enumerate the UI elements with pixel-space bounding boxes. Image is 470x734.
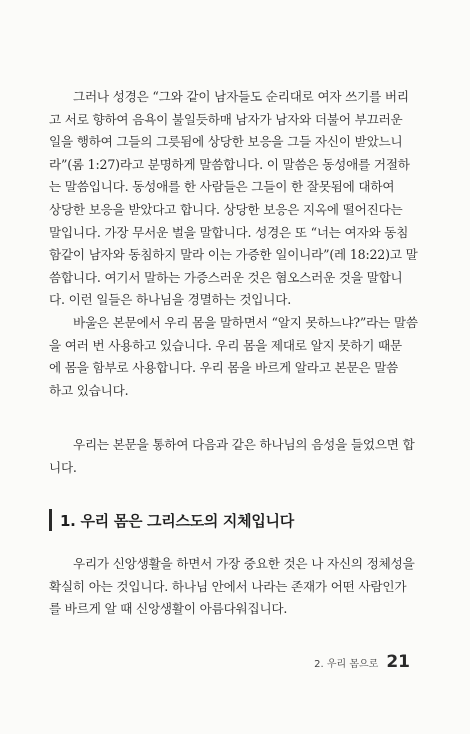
section-heading — [49, 505, 421, 535]
text-line: 씀합니다. 여기서 말하는 가증스러운 것은 혐오스러운 것을 말합니 — [49, 269, 403, 285]
text-line: 을 여러 번 사용하고 있습니다. 우리 몸을 제대로 알지 못하기 때문 — [49, 337, 402, 353]
paragraph-4 — [49, 553, 415, 621]
page-footer — [314, 652, 410, 672]
section-title: 1. 우리 몸은 그리스도의 지체입니다 — [60, 511, 294, 530]
body-text-middle — [49, 434, 415, 479]
text-line: 에 몸을 함부로 사용합니다. 우리 몸을 바르게 알라고 본문은 말씀 — [49, 360, 399, 376]
text-line: 니다. — [49, 459, 77, 475]
text-line: 함같이 남자와 동침하지 말라 이는 가증한 일이니라”(레 18:22)고 말 — [49, 247, 418, 263]
text-line: 바울은 본문에서 우리 몸을 말하면서 “알지 못하느냐?”라는 말씀 — [73, 314, 418, 330]
text-line: 하고 있습니다. — [49, 382, 129, 398]
text-line: 는 말씀입니다. 동성애를 한 사람들은 그들이 한 잘못됨에 대하여 — [49, 179, 395, 195]
text-line: 라”(롬 1:27)라고 분명하게 말씀합니다. 이 말씀은 동성애를 거절하 — [49, 156, 410, 172]
running-title: 2. 우리 몸으로 — [314, 659, 379, 670]
text-line: 확실히 아는 것입니다. 하나님 안에서 나라는 존재가 어떤 사람인가 — [49, 578, 407, 594]
body-text-bottom — [49, 553, 415, 621]
heading-bar — [49, 509, 52, 531]
text-line: 우리는 본문을 통하여 다음과 같은 하나님의 음성을 들었으면 합 — [73, 437, 415, 452]
paragraph-3 — [49, 434, 415, 479]
text-line: 우리가 신앙생활을 하면서 가장 중요한 것은 나 자신의 정체성을 — [73, 556, 415, 571]
text-line: 를 바르게 알 때 신앙생활이 아름다워집니다. — [49, 601, 288, 617]
text-line: 상당한 보응을 받았다고 합니다. 상당한 보응은 지옥에 떨어진다는 — [49, 201, 403, 217]
page-number: 21 — [386, 652, 410, 672]
paragraph-1 — [49, 86, 418, 312]
body-text-top — [49, 86, 418, 402]
text-line: 고 서로 향하여 음욕이 불일듯하매 남자가 남자와 더불어 부끄러운 — [49, 111, 403, 127]
text-line: 다. 이런 일들은 하나님을 경멸하는 것입니다. — [49, 292, 292, 308]
paragraph-2 — [49, 312, 418, 402]
text-line: 말입니다. 가장 무서운 벌을 말합니다. 성경은 또 “너는 여자와 동침 — [49, 224, 409, 240]
text-line: 그러나 성경은 “그와 같이 남자들도 순리대로 여자 쓰기를 버리 — [73, 89, 409, 104]
text-line: 일을 행하여 그들의 그릇됨에 상당한 보응을 그들 자신이 받았느니 — [49, 134, 403, 150]
